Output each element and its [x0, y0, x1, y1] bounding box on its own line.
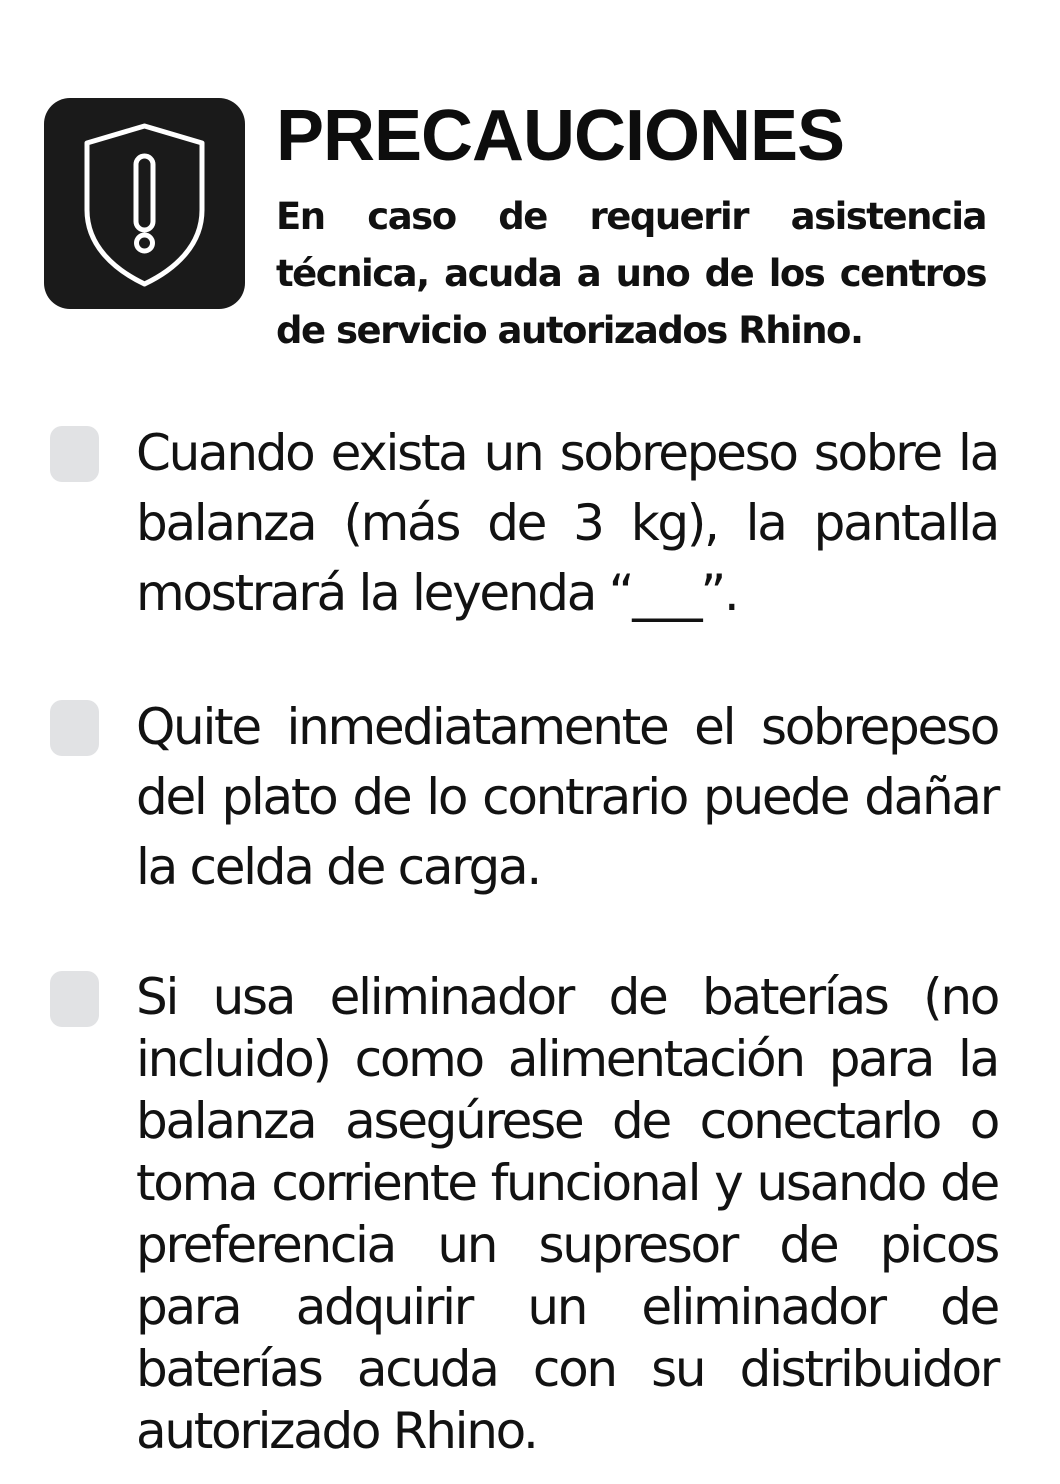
page-title: PRECAUCIONES	[276, 96, 845, 176]
shield-exclamation-icon	[44, 98, 245, 309]
list-item-text: Cuando exista un sobrepeso sobre la balanza (más de 3 kg), la pantalla mostrará la leyenda “___”.	[136, 424, 998, 622]
bullet-marker	[50, 971, 99, 1027]
list-item-text: Si usa eliminador de baterías (no incluido) como alimentación para la balanza asegúrese de conectarlo o toma corriente funcional y usando de preferencia un supresor de picos para adquirir un eliminador de baterías acuda con su distribuidor autorizado Rhino.	[136, 968, 998, 1460]
list-item-text: Quite inmediatamente el sobrepeso del plato de lo contrario puede dañar la celda de carga.	[136, 698, 998, 896]
bullet-marker	[50, 700, 99, 756]
page-subtitle: En caso de requerir asistencia técnica, acuda a uno de los centros de servicio autorizados Rhino.	[276, 195, 986, 352]
bullet-marker	[50, 426, 99, 482]
